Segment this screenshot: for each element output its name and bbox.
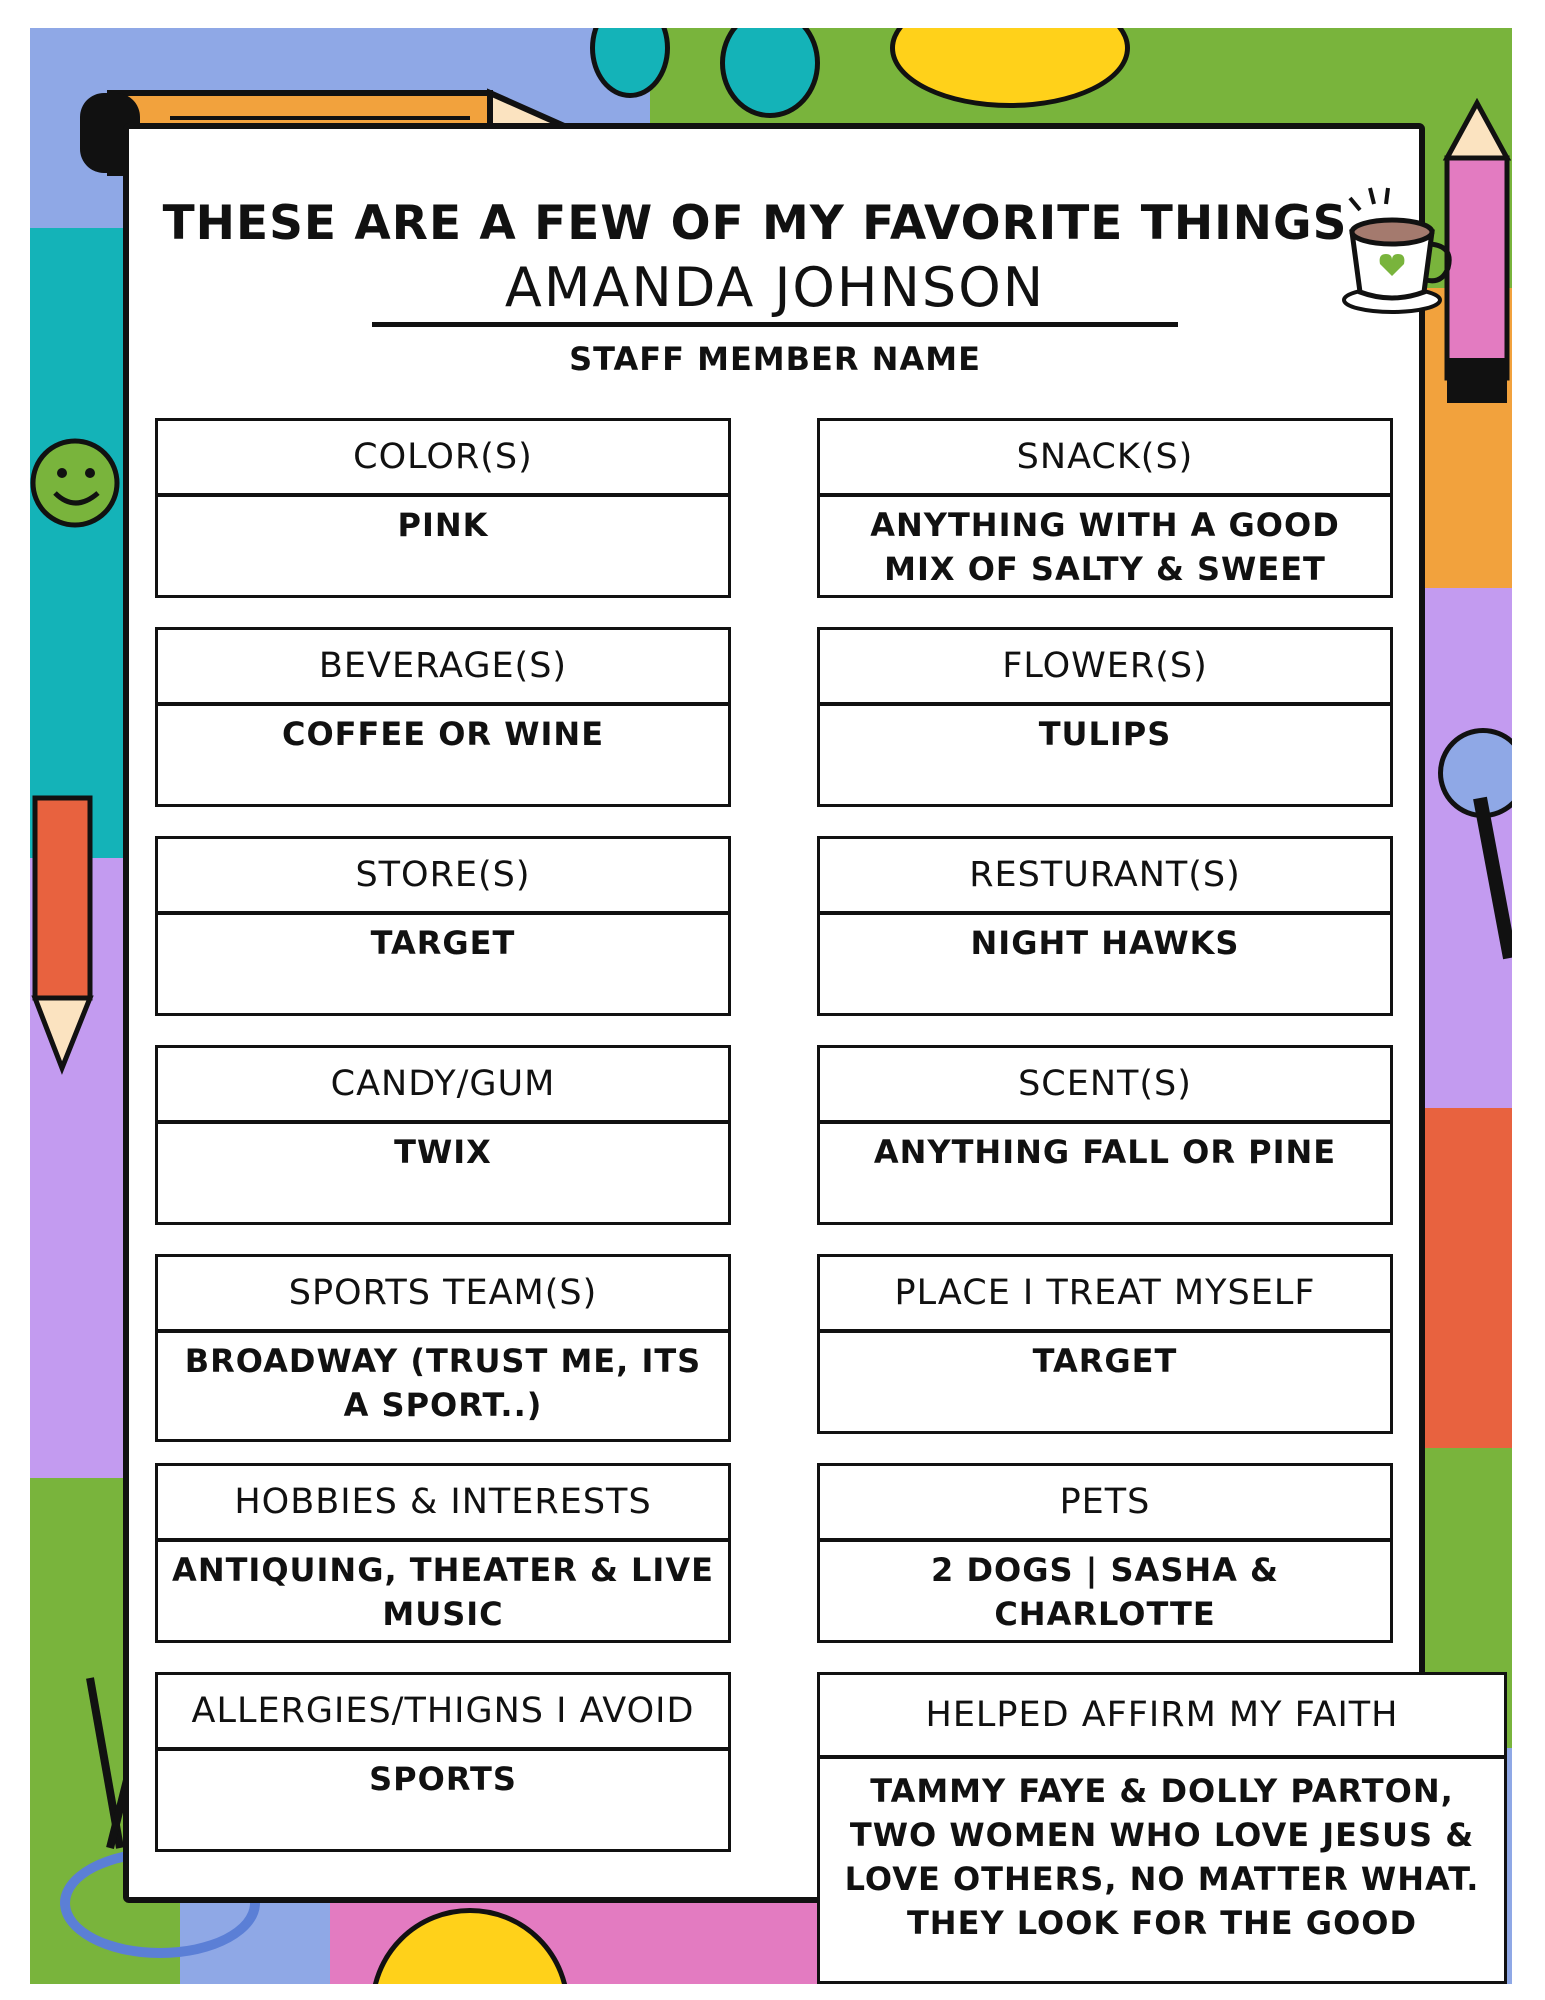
field-value: ANTIQUING, THEATER & LIVE MUSIC (172, 1551, 714, 1633)
coffee-cup-icon (1330, 180, 1460, 320)
field-box-candy (155, 1045, 731, 1225)
field-label: PLACE I TREAT MYSELF (820, 1257, 1390, 1333)
field-value: NIGHT HAWKS (970, 924, 1240, 962)
staff-name-label: STAFF MEMBER NAME (569, 340, 981, 378)
field-value: TARGET (1032, 1342, 1178, 1380)
field-box-hobbies (155, 1463, 731, 1643)
field-label: FLOWER(S) (820, 630, 1390, 706)
field-box-color (155, 418, 731, 598)
pencil-icon (30, 788, 100, 1078)
field-box-allergies (155, 1672, 731, 1852)
field-label: ALLERGIES/THIGNS I AVOID (158, 1675, 728, 1751)
field-label: PETS (820, 1466, 1390, 1542)
staff-name: AMANDA JOHNSON (504, 256, 1046, 319)
field-box-store (155, 836, 731, 1016)
field-value: TAMMY FAYE & DOLLY PARTON, TWO WOMEN WHO LOVE JESUS & LOVE OTHERS, NO MATTER WHAT. THEY LOOK FOR THE GOOD (844, 1772, 1480, 1942)
field-box-sports-team (155, 1254, 731, 1442)
field-box-flower (817, 627, 1393, 807)
smiley-icon (30, 428, 130, 538)
field-label: SNACK(S) (820, 421, 1390, 497)
field-value: 2 DOGS | SASHA & CHARLOTTE (931, 1551, 1279, 1633)
field-box-pets (817, 1463, 1393, 1643)
field-box-beverage (155, 627, 731, 807)
magnifier-icon (1470, 788, 1512, 968)
field-box-treat (817, 1254, 1393, 1434)
field-value: SPORTS (369, 1760, 517, 1798)
name-underline (372, 322, 1178, 327)
field-box-snack (817, 418, 1393, 598)
field-value: COFFEE OR WINE (281, 715, 605, 753)
field-value: TULIPS (1038, 715, 1172, 753)
field-box-faith (817, 1672, 1507, 1984)
field-label: RESTURANT(S) (820, 839, 1390, 915)
field-label: HOBBIES & INTERESTS (158, 1466, 728, 1542)
field-box-scent (817, 1045, 1393, 1225)
field-value: TARGET (370, 924, 516, 962)
field-value: PINK (397, 506, 489, 544)
field-label: BEVERAGE(S) (158, 630, 728, 706)
field-value: TWIX (394, 1133, 492, 1171)
field-value: BROADWAY (TRUST ME, ITS A SPORT..) (184, 1342, 702, 1424)
field-box-restaurant (817, 836, 1393, 1016)
field-label: STORE(S) (158, 839, 728, 915)
field-value: ANYTHING FALL OR PINE (873, 1133, 1337, 1171)
field-label: SPORTS TEAM(S) (158, 1257, 728, 1333)
page-title: THESE ARE A FEW OF MY FAVORITE THINGS (162, 196, 1348, 251)
field-label: CANDY/GUM (158, 1048, 728, 1124)
field-label: SCENT(S) (820, 1048, 1390, 1124)
field-value: ANYTHING WITH A GOOD MIX OF SALTY & SWEET (870, 506, 1340, 588)
field-label: HELPED AFFIRM MY FAITH (820, 1675, 1504, 1759)
field-label: COLOR(S) (158, 421, 728, 497)
